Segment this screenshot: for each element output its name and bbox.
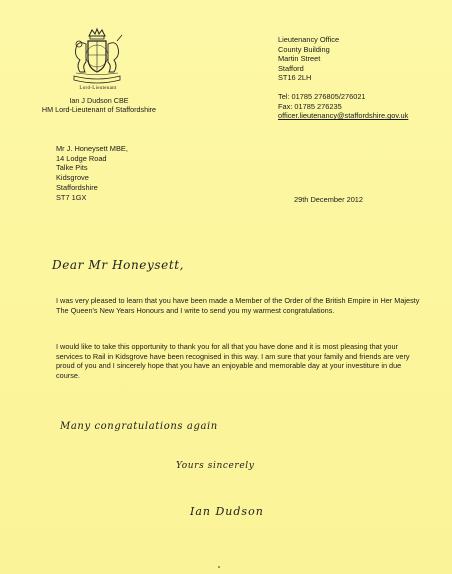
office-address [278, 35, 448, 121]
sender-block [34, 96, 164, 114]
body-paragraph: I was very pleased to learn that you have been made a Member of the Order of the British Empire in Her Majesty The Queen's New Years Honours and I write to send you my warmest congratulations. [56, 296, 420, 315]
crest-caption: Lord-Lieutenant [79, 86, 117, 91]
sender-title: HM Lord-Lieutenant of Staffordshire [41, 105, 157, 114]
recipient-line: Mr J. Honeysett MBE, [56, 144, 128, 153]
body-paragraph: I would like to take this opportunity to thank you for all that you have done and it is most pleasing that your services to Rail in Kidsgrove have been recognised in this way. I am sure that your family and friends are very proud of you and I sincerely hope that you have an enjoyable and memorable day at your investiture in due course. [56, 342, 410, 380]
paper-speck [218, 566, 220, 568]
recipient-line: 14 Lodge Road [56, 153, 107, 163]
handwritten-closing: Many congratulations again [60, 421, 218, 432]
office-line: Martin Street [278, 54, 321, 64]
recipient-line: Staffordshire [56, 182, 98, 192]
office-email-link[interactable]: officer.lieutenancy@staffordshire.gov.uk [278, 111, 409, 121]
office-line: Stafford [278, 63, 304, 73]
office-line: Lieutenancy Office [278, 35, 340, 44]
office-line: County Building [278, 44, 330, 54]
recipient-address [56, 144, 216, 202]
signature: Ian Dudson [190, 505, 264, 518]
recipient-line: ST7 1GX [56, 192, 87, 202]
sender-name: Ian J Dudson CBE [69, 96, 129, 105]
salutation: Dear Mr Honeysett, [52, 258, 185, 272]
royal-crest-icon [62, 26, 132, 86]
recipient-line: Talke Pits [56, 163, 88, 173]
handwritten-valediction: Yours sincerely [176, 461, 255, 471]
recipient-line: Kidsgrove [56, 173, 89, 183]
office-tel: Tel: 01785 276805/276021 [278, 91, 366, 101]
office-fax: Fax: 01785 276235 [278, 101, 342, 111]
office-line: ST16 2LH [278, 73, 312, 83]
letter-date: 29th December 2012 [294, 195, 364, 204]
